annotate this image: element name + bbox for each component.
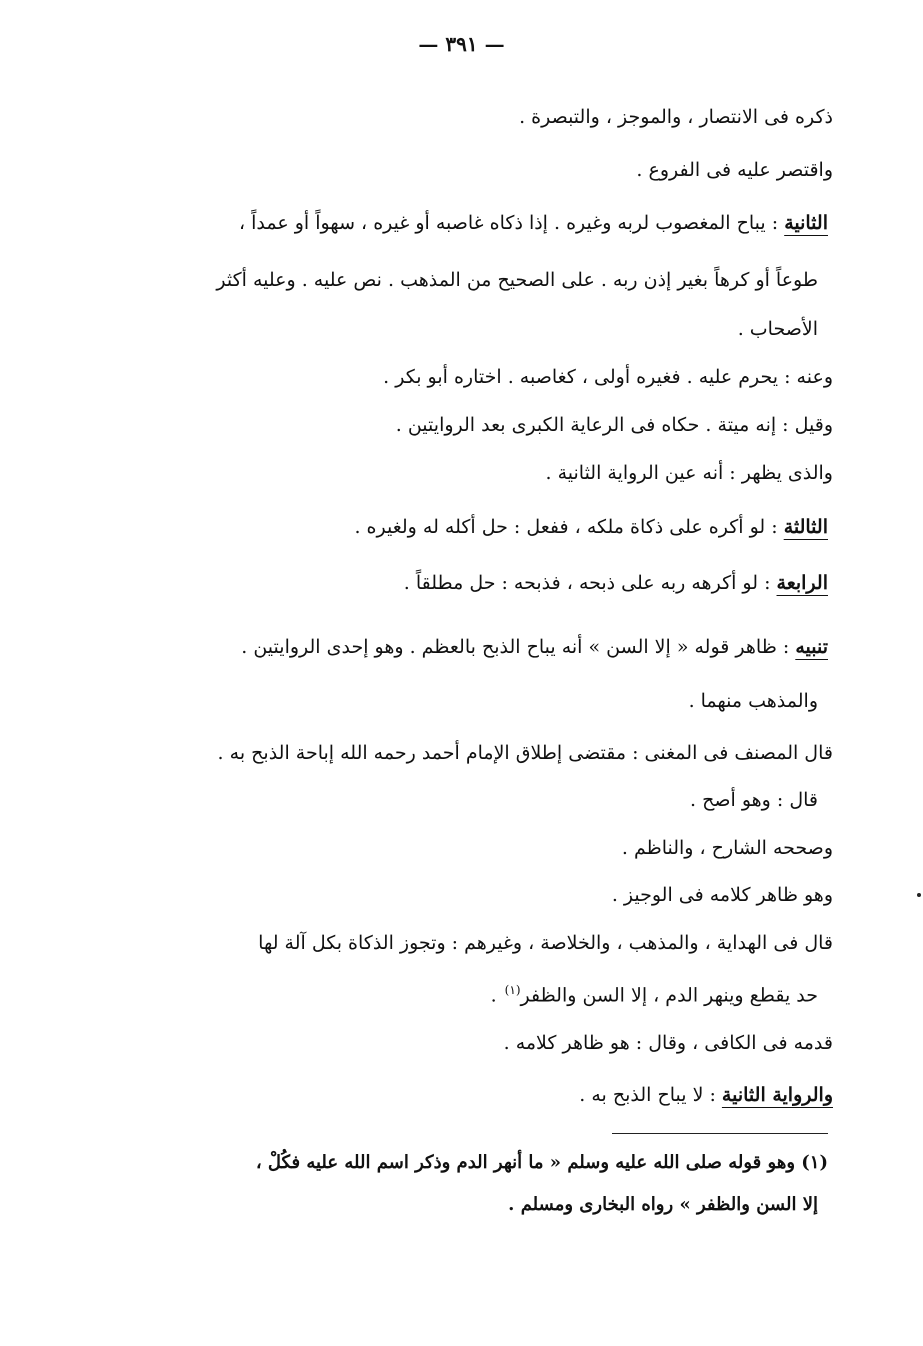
section-heading-note: تنبيه — [795, 636, 828, 658]
text-line-13: قال المصنف فى المغنى : مقتضى إطلاق الإمام أحمد رحمه الله إباحة الذبح به . — [217, 742, 833, 764]
text-line-11: تنبيه : ظاهر قوله « إلا السن » أنه يباح الذبح بالعظم . وهو إحدى الروايتين . — [241, 636, 828, 658]
footnote-divider — [612, 1133, 828, 1134]
text-line-8: والذى يظهر : أنه عين الرواية الثانية . — [545, 462, 833, 484]
text-line-5: الأصحاب . — [737, 318, 818, 340]
text-line-4: طوعاً أو كرهاً بغير إذن ربه . على الصحيح من المذهب . نص عليه . وعليه أكثر — [216, 269, 818, 291]
section-heading-second-narration: والرواية الثانية — [721, 1084, 833, 1106]
text-line-12: والمذهب منهما . — [688, 690, 818, 712]
text-line-7: وقيل : إنه ميتة . حكاه فى الرعاية الكبرى بعد الروايتين . — [395, 414, 833, 436]
section-heading-fourth: الرابعة — [776, 572, 828, 594]
footnote-line-1: (١) وهو قوله صلى الله عليه وسلم « ما أنهر الدم وذكر اسم الله عليه فكُلْ ، — [255, 1152, 828, 1173]
text-line-16: وهو ظاهر كلامه فى الوجيز . — [611, 884, 833, 906]
text-line-10: الرابعة : لو أكرهه ربه على ذبحه ، فذبحه : حل مطلقاً . — [403, 572, 828, 594]
text-line-17: قال فى الهداية ، والمذهب ، والخلاصة ، وغيرهم : وتجوز الذكاة بكل آلة لها — [258, 932, 833, 954]
section-heading-second: الثانية — [784, 212, 828, 234]
section-heading-third: الثالثة — [783, 516, 828, 538]
footnote-marker: (١) — [504, 983, 521, 997]
text-line-9: الثالثة : لو أكره على ذكاة ملكه ، ففعل : حل أكله له ولغيره . — [354, 516, 828, 538]
text-line-15: وصححه الشارح ، والناظم . — [621, 837, 833, 859]
text-line-14: قال : وهو أصح . — [690, 789, 818, 811]
text-line-19: قدمه فى الكافى ، وقال : هو ظاهر كلامه . — [503, 1032, 833, 1054]
text-line-18: حد يقطع وينهر الدم ، إلا السن والظفر$^{(١)}$ . — [490, 983, 818, 1007]
text-line-2: واقتصر عليه فى الفروع . — [636, 159, 833, 181]
scan-speck — [917, 893, 921, 897]
text-line-1: ذكره فى الانتصار ، والموجز ، والتبصرة . — [519, 106, 833, 128]
footnote-line-2: إلا السن والظفر » رواه البخارى ومسلم . — [508, 1194, 818, 1215]
text-line-6: وعنه : يحرم عليه . فغيره أولى ، كغاصبه . اختاره أبو بكر . — [383, 366, 833, 388]
text-line-3: الثانية : يباح المغصوب لربه وغيره . إذا ذكاه غاصبه أو غيره ، سهواً أو عمداً ، — [238, 212, 828, 234]
text-line-20: والرواية الثانية : لا يباح الذبح به . — [579, 1084, 833, 1106]
page-number: — ٣٩١ — — [418, 32, 505, 56]
